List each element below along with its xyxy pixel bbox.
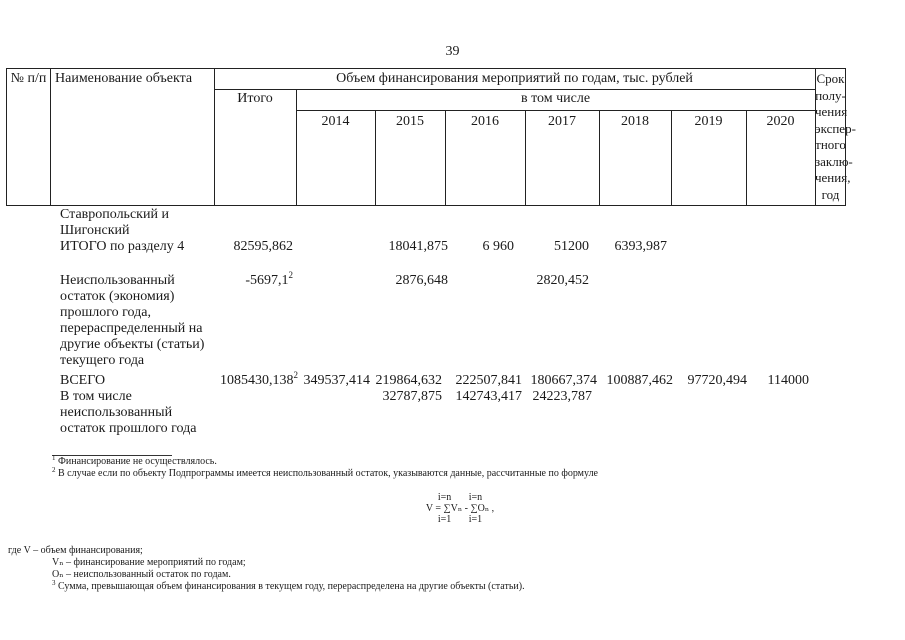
cell-2018: 100887,462 [606, 373, 673, 388]
header-year: 2017 [548, 114, 576, 129]
footnote-2: $^2$ В случае если по объекту Подпрограммы имеется неиспользованный остаток, указываются данные, рассчитанные по формуле [52, 466, 598, 479]
cell-2016: 142743,417 [455, 389, 522, 404]
divider [214, 89, 815, 90]
header-year: 2020 [766, 114, 795, 129]
cell-2015: 219864,632 [375, 373, 442, 388]
cell-2015: 32787,875 [382, 389, 442, 404]
row-name: В том числе неиспользованный остаток прошлого года [60, 389, 197, 436]
header-volume: Объем финансирования мероприятий по годам, тыс. рублей [336, 71, 693, 86]
formula: i=n i=n V = ∑Vₙ - ∑Oₙ , i=1 i=1 [425, 492, 495, 525]
cell-2016: 222507,841 [455, 373, 522, 388]
cell-2015: 18041,875 [388, 239, 448, 254]
where-vn: Vₙ – финансирование мероприятий по годам; [52, 557, 246, 568]
footnote-1: $^1$ Финансирование не осуществлялось. [52, 454, 217, 467]
header-year: 2016 [471, 114, 499, 129]
where-on: Oₙ – неиспользованный остаток по годам. [52, 569, 231, 580]
row-name: ВСЕГО [60, 373, 106, 388]
cell-2015: 2876,648 [395, 273, 448, 288]
header-deadline: Срок полу- чения экспер- тного заклю- чения, год [815, 71, 856, 202]
header-total: Итого [237, 91, 273, 106]
header-name: Наименование объекта [55, 71, 193, 86]
row-name: Неиспользованный остаток (экономия) прошлого года, перераспределенный на другие объекты (статьи) текущего года [60, 273, 205, 368]
header-year: 2015 [396, 114, 424, 129]
footnote-3: $^3$ Сумма, превышающая объем финансирования в текущем году, перераспределена на другие объекты (статьи). [52, 579, 525, 592]
cell-2014: 349537,414 [303, 373, 370, 388]
header-including: в том числе [520, 91, 591, 106]
header-year: 2019 [694, 114, 723, 129]
header-year: 2014 [321, 114, 350, 129]
row-name: Ставропольский и Шигонский ИТОГО по разделу 4 [60, 207, 185, 254]
cell-2017: 180667,374 [530, 373, 597, 388]
cell-total: 1085430,138$^2$ [220, 370, 298, 388]
cell-2018: 6393,987 [614, 239, 667, 254]
page-number: 39 [445, 44, 460, 59]
header-num: № п/п [10, 71, 47, 86]
divider [50, 69, 51, 205]
divider [296, 110, 815, 111]
cell-2017: 24223,787 [532, 389, 592, 404]
cell-total: -5697,1$^2$ [245, 270, 293, 288]
cell-2017: 51200 [554, 239, 589, 254]
cell-2017: 2820,452 [536, 273, 589, 288]
cell-2016: 6 960 [482, 239, 514, 254]
table-header [6, 68, 856, 206]
where-v: где V – объем финансирования; [8, 545, 143, 556]
cell-2019: 97720,494 [687, 373, 747, 388]
header-year: 2018 [621, 114, 649, 129]
cell-total: 82595,862 [233, 239, 293, 254]
cell-2020: 114000 [767, 373, 809, 388]
